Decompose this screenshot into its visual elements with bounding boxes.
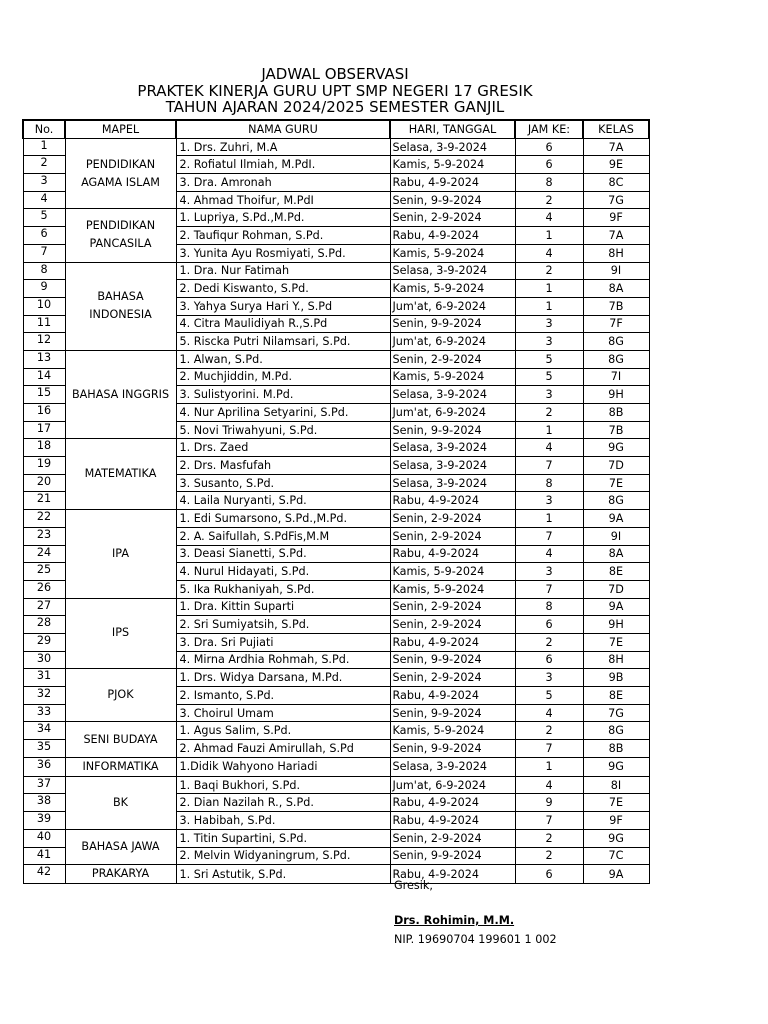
day-date: Senin, 2-9-2024 [390,527,515,545]
header-jam: JAM KE: [515,120,583,138]
class-name: 7F [583,315,649,333]
lesson-hour: 6 [515,156,583,174]
teacher-name: 4. Ahmad Thoifur, M.PdI [176,191,390,209]
class-name: 7G [583,704,649,722]
header-mapel: MAPEL [65,120,176,138]
table-row [23,829,649,847]
lesson-hour: 2 [515,404,583,422]
lesson-hour: 2 [515,829,583,847]
day-date: Senin, 2-9-2024 [390,669,515,687]
class-name: 9H [583,616,649,634]
lesson-hour: 8 [515,174,583,192]
day-date: Senin, 9-9-2024 [390,191,515,209]
doc-subtitle-school: PRAKTEK KINERJA GURU UPT SMP NEGERI 17 GRESIK [137,82,533,100]
day-date: Jum'at, 6-9-2024 [390,333,515,351]
subject-cell: BAHASA INDONESIA [65,262,176,350]
table-row [23,350,649,368]
teacher-name: 3. Dra. Amronah [176,174,390,192]
row-number: 23 [23,527,65,545]
class-name: 8B [583,404,649,422]
class-name: 7E [583,474,649,492]
lesson-hour: 1 [515,510,583,528]
teacher-name: 1. Sri Astutik, S.Pd. [176,865,390,884]
row-number: 34 [23,722,65,740]
day-date: Senin, 2-9-2024 [390,829,515,847]
lesson-hour: 1 [515,297,583,315]
teacher-name: 5. Riscka Putri Nilamsari, S.Pd. [176,333,390,351]
day-date: Senin, 9-9-2024 [390,847,515,865]
class-name: 7D [583,457,649,475]
doc-subtitle-year: TAHUN AJARAN 2024/2025 SEMESTER GANJIL [165,98,505,116]
row-number: 13 [23,350,65,368]
subject-cell: IPA [65,510,176,598]
class-name: 9H [583,386,649,404]
subject-cell: INFORMATIKA [65,757,176,776]
teacher-name: 3. Choirul Umam [176,704,390,722]
table-row [23,510,649,528]
class-name: 8G [583,333,649,351]
class-name: 8C [583,174,649,192]
class-name: 8E [583,687,649,705]
class-name: 9G [583,757,649,776]
class-name: 7D [583,580,649,598]
class-name: 7E [583,633,649,651]
day-date: Selasa, 3-9-2024 [390,474,515,492]
subject-cell: BK [65,776,176,829]
teacher-name: 2. Drs. Masfufah [176,457,390,475]
class-name: 8G [583,350,649,368]
teacher-name: 1. Edi Sumarsono, S.Pd.,M.Pd. [176,510,390,528]
row-number: 1 [23,138,65,156]
subject-cell: PJOK [65,669,176,722]
class-name: 8H [583,651,649,669]
lesson-hour: 3 [515,333,583,351]
day-date: Selasa, 3-9-2024 [390,386,515,404]
class-name: 9G [583,829,649,847]
row-number: 6 [23,227,65,245]
row-number: 17 [23,421,65,439]
lesson-hour: 1 [515,757,583,776]
teacher-name: 5. Novi Triwahyuni, S.Pd. [176,421,390,439]
day-date: Senin, 2-9-2024 [390,598,515,616]
teacher-name: 4. Laila Nuryanti, S.Pd. [176,492,390,510]
lesson-hour: 3 [515,669,583,687]
row-number: 38 [23,794,65,812]
table-body [23,138,649,884]
subject-cell: MATEMATIKA [65,439,176,510]
lesson-hour: 8 [515,474,583,492]
day-date: Rabu, 4-9-2024 [390,174,515,192]
lesson-hour: 7 [515,580,583,598]
row-number: 15 [23,386,65,404]
class-name: 7A [583,138,649,156]
day-date: Senin, 2-9-2024 [390,616,515,634]
lesson-hour: 4 [515,704,583,722]
row-number: 19 [23,457,65,475]
row-number: 9 [23,280,65,298]
doc-title: JADWAL OBSERVASI [261,65,409,83]
class-name: 8I [583,776,649,794]
class-name: 7I [583,368,649,386]
lesson-hour: 3 [515,386,583,404]
teacher-name: 3. Dra. Sri Pujiati [176,633,390,651]
teacher-name: 2. Ismanto, S.Pd. [176,687,390,705]
lesson-hour: 3 [515,563,583,581]
day-date: Rabu, 4-9-2024 [390,492,515,510]
lesson-hour: 7 [515,527,583,545]
day-date: Selasa, 3-9-2024 [390,262,515,280]
lesson-hour: 3 [515,492,583,510]
lesson-hour: 9 [515,794,583,812]
day-date: Selasa, 3-9-2024 [390,757,515,776]
row-number: 12 [23,333,65,351]
day-date: Rabu, 4-9-2024 [390,227,515,245]
teacher-name: 1. Drs. Zaed [176,439,390,457]
teacher-name: 1. Agus Salim, S.Pd. [176,722,390,740]
class-name: 7A [583,227,649,245]
day-date: Kamis, 5-9-2024 [390,580,515,598]
teacher-name: 2. Sri Sumiyatsih, S.Pd. [176,616,390,634]
day-date: Jum'at, 6-9-2024 [390,297,515,315]
lesson-hour: 6 [515,616,583,634]
teacher-name: 1. Dra. Nur Fatimah [176,262,390,280]
lesson-hour: 5 [515,368,583,386]
teacher-name: 1. Baqi Bukhori, S.Pd. [176,776,390,794]
teacher-name: 4. Nur Aprilina Setyarini, S.Pd. [176,404,390,422]
class-name: 7C [583,847,649,865]
class-name: 9G [583,439,649,457]
subject-cell: IPS [65,598,176,669]
class-name: 7B [583,421,649,439]
table-row [23,439,649,457]
row-number: 10 [23,297,65,315]
lesson-hour: 2 [515,191,583,209]
class-name: 9A [583,598,649,616]
class-name: 8G [583,492,649,510]
teacher-name: 4. Citra Maulidiyah R.,S.Pd [176,315,390,333]
row-number: 7 [23,244,65,262]
header-nama-guru: NAMA GURU [176,120,390,138]
day-date: Kamis, 5-9-2024 [390,280,515,298]
subject-cell: PRAKARYA [65,865,176,884]
lesson-hour: 5 [515,687,583,705]
lesson-hour: 4 [515,545,583,563]
row-number: 27 [23,598,65,616]
signature-name: Drs. Rohimin, M.M. [394,914,515,927]
class-name: 9F [583,812,649,830]
teacher-name: 2. A. Saifullah, S.PdFis,M.M [176,527,390,545]
subject-cell: PENDIDIKAN AGAMA ISLAM [65,138,176,209]
table-header-row [23,120,649,138]
lesson-hour: 7 [515,740,583,758]
table-row [23,262,649,280]
class-name: 7G [583,191,649,209]
row-number: 20 [23,474,65,492]
lesson-hour: 7 [515,812,583,830]
teacher-name: 2. Rofiatul Ilmiah, M.PdI. [176,156,390,174]
class-name: 8A [583,545,649,563]
lesson-hour: 4 [515,209,583,227]
table-row [23,669,649,687]
schedule-table [22,119,650,884]
teacher-name: 2. Taufiqur Rohman, S.Pd. [176,227,390,245]
day-date: Rabu, 4-9-2024 [390,545,515,563]
class-name: 9I [583,527,649,545]
class-name: 8G [583,722,649,740]
lesson-hour: 3 [515,315,583,333]
class-name: 9B [583,669,649,687]
day-date: Senin, 9-9-2024 [390,740,515,758]
teacher-name: 2. Muchjiddin, M.Pd. [176,368,390,386]
row-number: 21 [23,492,65,510]
subject-cell: BAHASA JAWA [65,829,176,864]
lesson-hour: 6 [515,651,583,669]
row-number: 5 [23,209,65,227]
day-date: Senin, 9-9-2024 [390,315,515,333]
lesson-hour: 8 [515,598,583,616]
class-name: 7E [583,794,649,812]
teacher-name: 3. Habibah, S.Pd. [176,812,390,830]
row-number: 37 [23,776,65,794]
teacher-name: 3. Susanto, S.Pd. [176,474,390,492]
row-number: 25 [23,563,65,581]
lesson-hour: 4 [515,776,583,794]
table-row [23,776,649,794]
day-date: Rabu, 4-9-2024 [390,633,515,651]
day-date: Rabu, 4-9-2024 [390,812,515,830]
day-date: Senin, 9-9-2024 [390,704,515,722]
teacher-name: 2. Ahmad Fauzi Amirullah, S.Pd [176,740,390,758]
day-date: Rabu, 4-9-2024 [390,687,515,705]
day-date: Selasa, 3-9-2024 [390,439,515,457]
lesson-hour: 2 [515,633,583,651]
class-name: 9F [583,209,649,227]
row-number: 39 [23,812,65,830]
teacher-name: 3. Yunita Ayu Rosmiyati, S.Pd. [176,244,390,262]
row-number: 24 [23,545,65,563]
day-date: Kamis, 5-9-2024 [390,368,515,386]
row-number: 2 [23,156,65,174]
day-date: Senin, 2-9-2024 [390,510,515,528]
teacher-name: 2. Melvin Widyaningrum, S.Pd. [176,847,390,865]
row-number: 36 [23,757,65,776]
row-number: 11 [23,315,65,333]
lesson-hour: 2 [515,262,583,280]
row-number: 26 [23,580,65,598]
subject-cell: PENDIDIKAN PANCASILA [65,209,176,262]
row-number: 42 [23,865,65,884]
table-row [23,209,649,227]
table-row [23,138,649,156]
row-number: 3 [23,174,65,192]
day-date: Kamis, 5-9-2024 [390,244,515,262]
teacher-name: 3. Deasi Sianetti, S.Pd. [176,545,390,563]
class-name: 8A [583,280,649,298]
day-date: Kamis, 5-9-2024 [390,722,515,740]
teacher-name: 2. Dian Nazilah R., S.Pd. [176,794,390,812]
day-date: Jum'at, 6-9-2024 [390,776,515,794]
header-no: No. [23,120,65,138]
teacher-name: 1. Titin Supartini, S.Pd. [176,829,390,847]
class-name: 9E [583,156,649,174]
day-date: Rabu, 4-9-2024 [390,865,515,884]
table-row [23,598,649,616]
teacher-name: 1. Drs. Widya Darsana, M.Pd. [176,669,390,687]
row-number: 14 [23,368,65,386]
teacher-name: 1. Drs. Zuhri, M.A [176,138,390,156]
class-name: 8H [583,244,649,262]
teacher-name: 2. Dedi Kiswanto, S.Pd. [176,280,390,298]
day-date: Senin, 2-9-2024 [390,209,515,227]
class-name: 8B [583,740,649,758]
class-name: 7B [583,297,649,315]
row-number: 4 [23,191,65,209]
day-date: Senin, 9-9-2024 [390,421,515,439]
row-number: 35 [23,740,65,758]
class-name: 8E [583,563,649,581]
day-date: Senin, 9-9-2024 [390,651,515,669]
day-date: Kamis, 5-9-2024 [390,156,515,174]
table-row [23,757,649,776]
day-date: Kamis, 5-9-2024 [390,563,515,581]
teacher-name: 4. Mirna Ardhia Rohmah, S.Pd. [176,651,390,669]
row-number: 8 [23,262,65,280]
class-name: 9A [583,510,649,528]
lesson-hour: 1 [515,421,583,439]
row-number: 28 [23,616,65,634]
header-kelas: KELAS [583,120,649,138]
row-number: 30 [23,651,65,669]
lesson-hour: 1 [515,280,583,298]
day-date: Selasa, 3-9-2024 [390,457,515,475]
teacher-name: 1. Lupriya, S.Pd.,M.Pd. [176,209,390,227]
signature-place: Gresik, [394,879,433,892]
table-row [23,865,649,884]
lesson-hour: 7 [515,457,583,475]
table-row [23,722,649,740]
lesson-hour: 2 [515,722,583,740]
row-number: 16 [23,404,65,422]
teacher-name: 4. Nurul Hidayati, S.Pd. [176,563,390,581]
lesson-hour: 5 [515,350,583,368]
lesson-hour: 6 [515,138,583,156]
lesson-hour: 2 [515,847,583,865]
day-date: Selasa, 3-9-2024 [390,138,515,156]
teacher-name: 1.Didik Wahyono Hariadi [176,757,390,776]
row-number: 41 [23,847,65,865]
subject-cell: SENI BUDAYA [65,722,176,757]
day-date: Rabu, 4-9-2024 [390,794,515,812]
header-hari-tanggal: HARI, TANGGAL [390,120,515,138]
row-number: 32 [23,687,65,705]
lesson-hour: 6 [515,865,583,884]
row-number: 33 [23,704,65,722]
teacher-name: 1. Alwan, S.Pd. [176,350,390,368]
lesson-hour: 4 [515,244,583,262]
row-number: 40 [23,829,65,847]
class-name: 9I [583,262,649,280]
teacher-name: 1. Dra. Kittin Suparti [176,598,390,616]
teacher-name: 3. Yahya Surya Hari Y., S.Pd [176,297,390,315]
row-number: 22 [23,510,65,528]
signature-nip: NIP. 19690704 199601 1 002 [394,933,557,946]
teacher-name: 3. Sulistyorini. M.Pd. [176,386,390,404]
row-number: 29 [23,633,65,651]
class-name: 9A [583,865,649,884]
day-date: Senin, 2-9-2024 [390,350,515,368]
day-date: Jum'at, 6-9-2024 [390,404,515,422]
subject-cell: BAHASA INGGRIS [65,350,176,438]
lesson-hour: 1 [515,227,583,245]
row-number: 31 [23,669,65,687]
row-number: 18 [23,439,65,457]
teacher-name: 5. Ika Rukhaniyah, S.Pd. [176,580,390,598]
lesson-hour: 4 [515,439,583,457]
